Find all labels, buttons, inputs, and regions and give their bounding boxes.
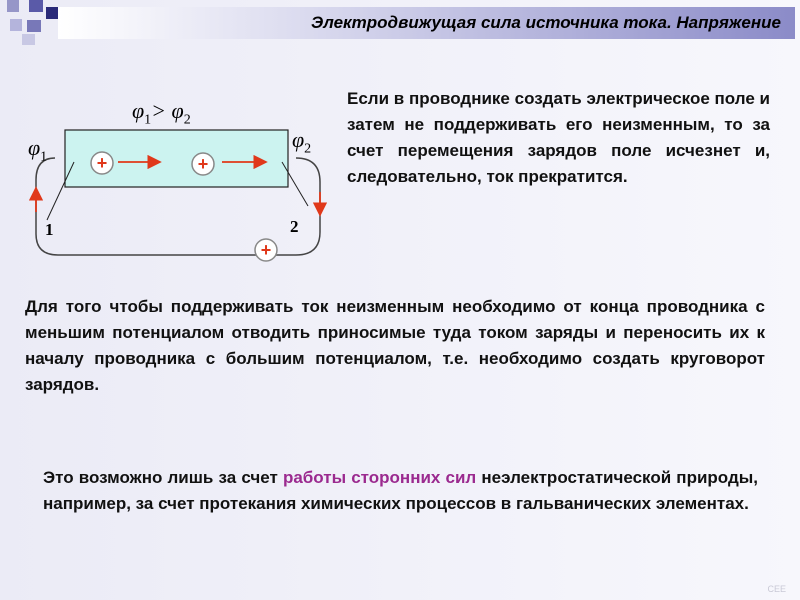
- node-1-label: 1: [45, 220, 54, 239]
- plus-sign: +: [96, 153, 108, 173]
- charge-plus: [255, 239, 277, 261]
- paragraph-field-collapse: Если в проводнике создать электрическое поле и затем не поддерживать его неизменным, то за счет перемещения зарядов поле исчезнет и, следовательно, ток прекратится.: [347, 89, 770, 186]
- charge-plus: [192, 153, 214, 175]
- pointer-line-1: [47, 162, 74, 220]
- footer-mark: CEE: [767, 584, 786, 594]
- node-2-label: 2: [290, 217, 299, 236]
- plus-sign: +: [197, 154, 209, 174]
- plus-sign: +: [260, 240, 272, 260]
- phi2-label: $\varphi_2$: [292, 127, 312, 157]
- paragraph-external-forces: Это возможно лишь за счет работы сторонних сил неэлектростатической природы, например, за счет протекания химических процессов в гальванических элементах.: [43, 468, 758, 513]
- potential-relation: $\varphi_1> \varphi_2$: [132, 98, 191, 128]
- slide-title: Электродвижущая сила источника тока. Напряжение: [311, 13, 781, 32]
- paragraph-maintain-current: Для того чтобы поддерживать ток неизменным необходимо от конца проводника с меньшим потенциалом отводить приносимые туда током заряды и переносить их к началу проводника с большим потенциалом, т.е. необходимо создать круговорот зарядов.: [25, 297, 765, 394]
- phi1-label: $\varphi_1$: [28, 135, 48, 165]
- highlight-external-forces: работы сторонних сил: [282, 468, 477, 487]
- charge-plus: [91, 152, 113, 174]
